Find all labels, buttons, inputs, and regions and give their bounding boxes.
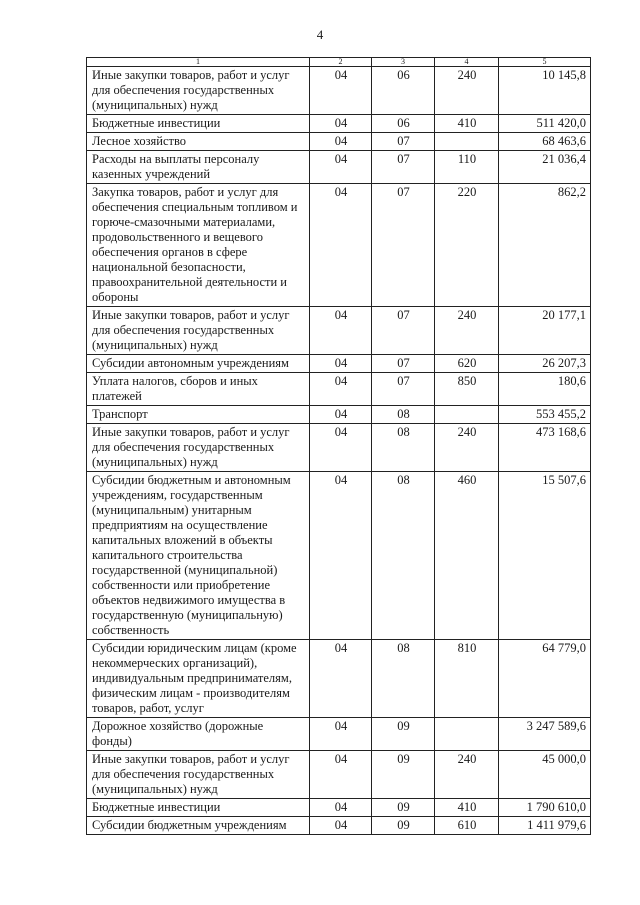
subsection-code: 06 [372, 67, 435, 115]
subsection-code: 07 [372, 133, 435, 151]
column-number-3: 3 [372, 58, 435, 67]
subsection-code: 07 [372, 373, 435, 406]
table-row [87, 184, 591, 307]
section-code: 04 [310, 307, 372, 355]
amount-value: 1 790 610,0 [499, 799, 591, 817]
expense-type-code [435, 133, 499, 151]
table-row [87, 355, 591, 373]
expense-item-name: Иные закупки товаров, работ и услуг для обеспечения государственных (муниципальных) нужд [87, 67, 310, 115]
expense-item-name: Бюджетные инвестиции [87, 115, 310, 133]
budget-table [86, 57, 591, 835]
subsection-code: 06 [372, 115, 435, 133]
subsection-code: 08 [372, 640, 435, 718]
amount-value: 26 207,3 [499, 355, 591, 373]
table-row [87, 799, 591, 817]
expense-item-name: Расходы на выплаты персоналу казенных учреждений [87, 151, 310, 184]
subsection-code: 07 [372, 184, 435, 307]
subsection-code: 09 [372, 751, 435, 799]
expense-item-name: Иные закупки товаров, работ и услуг для обеспечения государственных (муниципальных) нужд [87, 307, 310, 355]
column-number-4: 4 [435, 58, 499, 67]
column-number-1: 1 [87, 58, 310, 67]
section-code: 04 [310, 133, 372, 151]
subsection-code: 08 [372, 472, 435, 640]
expense-item-name: Дорожное хозяйство (дорожные фонды) [87, 718, 310, 751]
subsection-code: 09 [372, 817, 435, 835]
expense-type-code: 410 [435, 799, 499, 817]
table-row [87, 307, 591, 355]
expense-type-code: 410 [435, 115, 499, 133]
amount-value: 862,2 [499, 184, 591, 307]
table-row [87, 406, 591, 424]
expense-item-name: Иные закупки товаров, работ и услуг для обеспечения государственных (муниципальных) нужд [87, 751, 310, 799]
section-code: 04 [310, 424, 372, 472]
section-code: 04 [310, 67, 372, 115]
amount-value: 3 247 589,6 [499, 718, 591, 751]
section-code: 04 [310, 799, 372, 817]
expense-type-code [435, 406, 499, 424]
expense-item-name: Лесное хозяйство [87, 133, 310, 151]
expense-item-name: Субсидии автономным учреждениям [87, 355, 310, 373]
table-row [87, 133, 591, 151]
expense-type-code [435, 718, 499, 751]
expense-type-code: 240 [435, 67, 499, 115]
table-row [87, 151, 591, 184]
section-code: 04 [310, 355, 372, 373]
amount-value: 10 145,8 [499, 67, 591, 115]
amount-value: 180,6 [499, 373, 591, 406]
amount-value: 473 168,6 [499, 424, 591, 472]
section-code: 04 [310, 640, 372, 718]
expense-item-name: Иные закупки товаров, работ и услуг для обеспечения государственных (муниципальных) нужд [87, 424, 310, 472]
table-row [87, 751, 591, 799]
amount-value: 64 779,0 [499, 640, 591, 718]
expense-type-code: 850 [435, 373, 499, 406]
subsection-code: 09 [372, 718, 435, 751]
table-row [87, 718, 591, 751]
table-row [87, 817, 591, 835]
amount-value: 21 036,4 [499, 151, 591, 184]
expense-item-name: Уплата налогов, сборов и иных платежей [87, 373, 310, 406]
column-number-row [87, 58, 591, 67]
subsection-code: 09 [372, 799, 435, 817]
expense-item-name: Субсидии бюджетным и автономным учреждениям, государственным (муниципальным) унитарным предприятиям на осуществление капитальных вложений в объекты капитального строительства государственной (муниципальной) собственности или приобретение объектов недвижимого имущества в государственную (муниципальную) собственность [87, 472, 310, 640]
section-code: 04 [310, 151, 372, 184]
table-row [87, 67, 591, 115]
expense-type-code: 460 [435, 472, 499, 640]
section-code: 04 [310, 373, 372, 406]
amount-value: 553 455,2 [499, 406, 591, 424]
expense-type-code: 240 [435, 751, 499, 799]
section-code: 04 [310, 406, 372, 424]
table-row [87, 373, 591, 406]
page-number: 4 [316, 27, 324, 42]
amount-value: 15 507,6 [499, 472, 591, 640]
subsection-code: 07 [372, 307, 435, 355]
expense-type-code: 240 [435, 424, 499, 472]
expense-item-name: Бюджетные инвестиции [87, 799, 310, 817]
expense-item-name: Транспорт [87, 406, 310, 424]
table-row [87, 640, 591, 718]
section-code: 04 [310, 472, 372, 640]
table-row [87, 115, 591, 133]
table-row [87, 424, 591, 472]
expense-type-code: 220 [435, 184, 499, 307]
subsection-code: 08 [372, 406, 435, 424]
amount-value: 1 411 979,6 [499, 817, 591, 835]
expense-item-name: Субсидии юридическим лицам (кроме некоммерческих организаций), индивидуальным предпринимателям, физическим лицам - производителям товаров, работ, услуг [87, 640, 310, 718]
section-code: 04 [310, 751, 372, 799]
table-row [87, 472, 591, 640]
expense-item-name: Субсидии бюджетным учреждениям [87, 817, 310, 835]
expense-item-name: Закупка товаров, работ и услуг для обеспечения специальным топливом и горюче-смазочными материалами, продовольственного и вещевого обеспечения органов в сфере национальной безопасности, правоохранительной деятельности и обороны [87, 184, 310, 307]
amount-value: 20 177,1 [499, 307, 591, 355]
section-code: 04 [310, 718, 372, 751]
column-number-2: 2 [310, 58, 372, 67]
expense-type-code: 240 [435, 307, 499, 355]
amount-value: 68 463,6 [499, 133, 591, 151]
subsection-code: 07 [372, 355, 435, 373]
subsection-code: 08 [372, 424, 435, 472]
subsection-code: 07 [372, 151, 435, 184]
section-code: 04 [310, 817, 372, 835]
expense-type-code: 610 [435, 817, 499, 835]
amount-value: 45 000,0 [499, 751, 591, 799]
amount-value: 511 420,0 [499, 115, 591, 133]
column-number-5: 5 [499, 58, 591, 67]
section-code: 04 [310, 184, 372, 307]
expense-type-code: 810 [435, 640, 499, 718]
expense-type-code: 110 [435, 151, 499, 184]
expense-type-code: 620 [435, 355, 499, 373]
section-code: 04 [310, 115, 372, 133]
